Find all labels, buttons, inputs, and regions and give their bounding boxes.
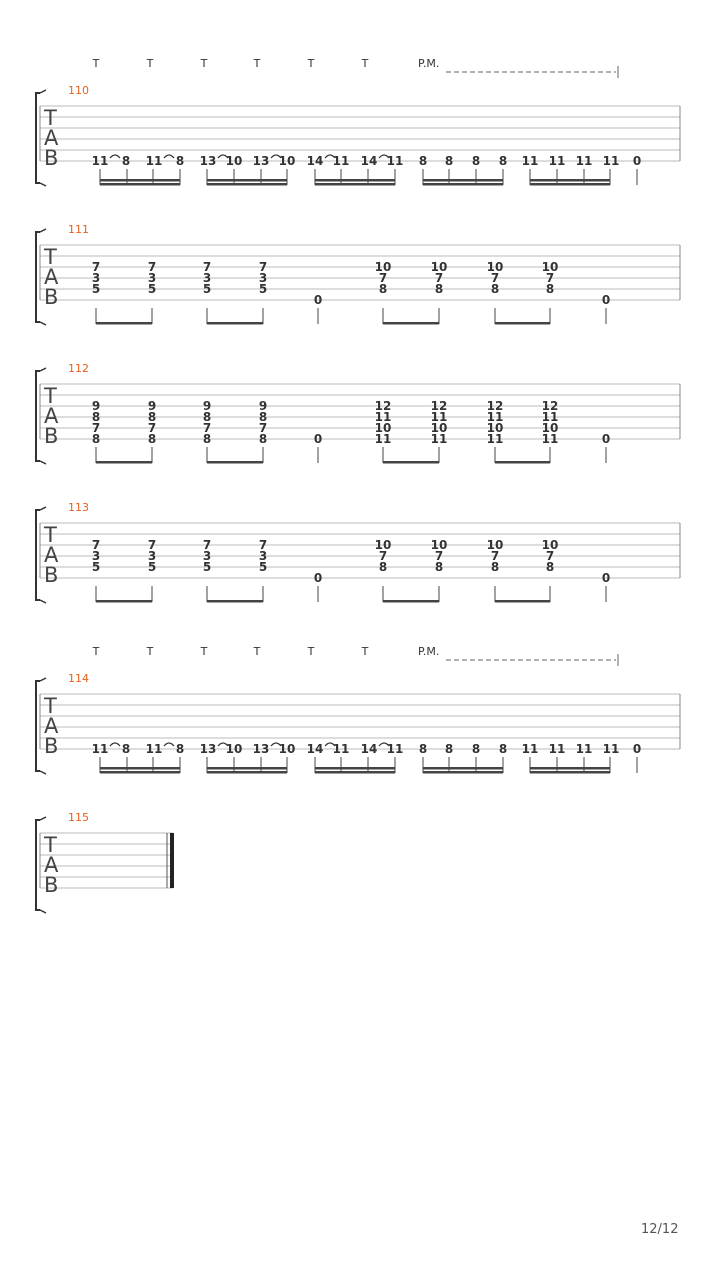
tab-clef-letter: T xyxy=(44,694,57,718)
fret-number: 8 xyxy=(175,742,185,756)
beam xyxy=(423,771,503,774)
fret-number: 7 xyxy=(490,549,500,563)
beam xyxy=(315,183,395,186)
fret-number: 0 xyxy=(601,432,611,446)
fret-number: 11 xyxy=(548,154,566,168)
fret-number: 10 xyxy=(430,538,448,552)
fret-number: 3 xyxy=(91,271,101,285)
fret-number: 8 xyxy=(147,432,157,446)
fret-number: 14 xyxy=(360,154,378,168)
fret-number: 7 xyxy=(378,271,388,285)
bracket-hook xyxy=(40,910,46,913)
fret-number: 8 xyxy=(545,560,555,574)
fret-number: 14 xyxy=(360,742,378,756)
fret-number: 11 xyxy=(541,432,559,446)
fret-number: 8 xyxy=(444,154,454,168)
fret-number: 7 xyxy=(545,271,555,285)
fret-number: 3 xyxy=(202,271,212,285)
fret-number: 0 xyxy=(632,742,642,756)
beam xyxy=(100,767,180,770)
bracket-hook xyxy=(40,461,46,464)
fret-number: 11 xyxy=(430,432,448,446)
fret-number: 12 xyxy=(374,399,392,413)
fret-number: 11 xyxy=(548,742,566,756)
fret-number: 7 xyxy=(258,421,268,435)
fret-number: 7 xyxy=(91,538,101,552)
fret-number: 7 xyxy=(147,260,157,274)
tap-marker: T xyxy=(92,645,100,658)
fret-number: 0 xyxy=(632,154,642,168)
measure-number: 113 xyxy=(68,501,89,514)
fret-number: 8 xyxy=(444,742,454,756)
fret-number: 0 xyxy=(313,571,323,585)
tab-clef-letter: T xyxy=(44,384,57,408)
beam xyxy=(100,771,180,774)
bracket-hook xyxy=(40,678,46,681)
fret-number: 7 xyxy=(147,421,157,435)
fret-number: 11 xyxy=(374,410,392,424)
fret-number: 14 xyxy=(306,154,324,168)
fret-number: 0 xyxy=(601,293,611,307)
bracket-hook xyxy=(40,322,46,325)
fret-number: 8 xyxy=(490,560,500,574)
fret-number: 8 xyxy=(175,154,185,168)
hammer-slur xyxy=(164,155,174,158)
fret-number: 9 xyxy=(91,399,101,413)
beam xyxy=(495,600,550,603)
fret-number: 7 xyxy=(434,271,444,285)
beam xyxy=(100,179,180,182)
beam xyxy=(315,179,395,182)
beam xyxy=(495,322,550,325)
fret-number: 5 xyxy=(258,560,268,574)
tab-clef-letter: A xyxy=(44,543,59,567)
tab-system xyxy=(36,223,680,325)
fret-number: 10 xyxy=(430,421,448,435)
measure-number: 110 xyxy=(68,84,89,97)
measure-number: 114 xyxy=(68,672,89,685)
fret-number: 11 xyxy=(386,742,404,756)
fret-number: 7 xyxy=(91,421,101,435)
fret-number: 11 xyxy=(521,154,539,168)
fret-number: 7 xyxy=(202,421,212,435)
fret-number: 7 xyxy=(147,538,157,552)
page-number: 12/12 xyxy=(641,1222,679,1237)
fret-number: 8 xyxy=(258,432,268,446)
fret-number: 8 xyxy=(121,742,131,756)
fret-number: 11 xyxy=(486,410,504,424)
tap-marker: T xyxy=(307,645,315,658)
system-bracket xyxy=(36,510,40,600)
fret-number: 8 xyxy=(378,282,388,296)
tab-clef-letter: B xyxy=(44,146,59,170)
fret-number: 8 xyxy=(258,410,268,424)
beam xyxy=(96,461,152,464)
tab-clef-letter: A xyxy=(44,126,59,150)
palm-mute-label: P.M. xyxy=(418,57,440,70)
beam xyxy=(100,183,180,186)
tap-marker: T xyxy=(361,645,369,658)
beam xyxy=(530,179,610,182)
beam xyxy=(423,179,503,182)
fret-number: 13 xyxy=(252,154,270,168)
fret-number: 9 xyxy=(258,399,268,413)
fret-number: 5 xyxy=(258,282,268,296)
fret-number: 10 xyxy=(374,260,392,274)
tab-system xyxy=(36,362,680,464)
bracket-hook xyxy=(40,507,46,510)
fret-number: 3 xyxy=(258,549,268,563)
beam xyxy=(383,322,439,325)
fret-number: 9 xyxy=(147,399,157,413)
fret-number: 8 xyxy=(202,410,212,424)
beam xyxy=(96,322,152,325)
fret-number: 10 xyxy=(486,421,504,435)
fret-number: 8 xyxy=(471,154,481,168)
fret-number: 8 xyxy=(91,432,101,446)
fret-number: 11 xyxy=(91,742,109,756)
fret-number: 12 xyxy=(486,399,504,413)
fret-number: 11 xyxy=(541,410,559,424)
fret-number: 8 xyxy=(498,154,508,168)
fret-number: 10 xyxy=(225,154,243,168)
fret-number: 10 xyxy=(374,421,392,435)
hammer-slur xyxy=(164,743,174,746)
fret-number: 10 xyxy=(541,538,559,552)
fret-number: 11 xyxy=(430,410,448,424)
fret-number: 14 xyxy=(306,742,324,756)
tab-clef-letter: B xyxy=(44,424,59,448)
beam xyxy=(207,461,263,464)
tap-marker: T xyxy=(92,57,100,70)
fret-number: 10 xyxy=(225,742,243,756)
tap-marker: T xyxy=(253,645,261,658)
fret-number: 11 xyxy=(521,742,539,756)
beam xyxy=(530,183,610,186)
fret-number: 7 xyxy=(378,549,388,563)
bracket-hook xyxy=(40,90,46,93)
fret-number: 3 xyxy=(258,271,268,285)
fret-number: 7 xyxy=(545,549,555,563)
tab-system xyxy=(36,645,680,774)
fret-number: 8 xyxy=(490,282,500,296)
fret-number: 7 xyxy=(434,549,444,563)
tap-marker: T xyxy=(200,645,208,658)
fret-number: 11 xyxy=(575,154,593,168)
tab-clef-letter: T xyxy=(44,106,57,130)
tab-clef-letter: B xyxy=(44,563,59,587)
tab-system xyxy=(36,811,174,913)
bracket-hook xyxy=(40,600,46,603)
tab-clef-letter: B xyxy=(44,873,59,897)
beam xyxy=(315,771,395,774)
fret-number: 0 xyxy=(601,571,611,585)
beam xyxy=(530,771,610,774)
tap-marker: T xyxy=(307,57,315,70)
system-bracket xyxy=(36,820,40,910)
fret-number: 3 xyxy=(91,549,101,563)
fret-number: 10 xyxy=(430,260,448,274)
tab-clef-letter: A xyxy=(44,714,59,738)
fret-number: 10 xyxy=(278,742,296,756)
tab-clef-letter: A xyxy=(44,404,59,428)
system-bracket xyxy=(36,371,40,461)
beam xyxy=(207,179,287,182)
fret-number: 11 xyxy=(374,432,392,446)
fret-number: 10 xyxy=(486,538,504,552)
barline-final-thick xyxy=(170,833,174,888)
fret-number: 13 xyxy=(199,742,217,756)
fret-number: 0 xyxy=(313,293,323,307)
fret-number: 11 xyxy=(91,154,109,168)
fret-number: 11 xyxy=(602,742,620,756)
fret-number: 8 xyxy=(121,154,131,168)
fret-number: 11 xyxy=(602,154,620,168)
fret-number: 8 xyxy=(434,282,444,296)
fret-number: 7 xyxy=(258,538,268,552)
measure-number: 111 xyxy=(68,223,89,236)
fret-number: 7 xyxy=(202,260,212,274)
beam xyxy=(315,767,395,770)
beam xyxy=(423,767,503,770)
measure-number: 115 xyxy=(68,811,89,824)
fret-number: 13 xyxy=(199,154,217,168)
bracket-hook xyxy=(40,229,46,232)
fret-number: 8 xyxy=(418,154,428,168)
fret-number: 7 xyxy=(202,538,212,552)
fret-number: 13 xyxy=(252,742,270,756)
beam xyxy=(207,322,263,325)
measure-number: 112 xyxy=(68,362,89,375)
beam xyxy=(383,600,439,603)
fret-number: 11 xyxy=(145,154,163,168)
fret-number: 8 xyxy=(498,742,508,756)
fret-number: 7 xyxy=(258,260,268,274)
tap-marker: T xyxy=(146,57,154,70)
fret-number: 5 xyxy=(91,282,101,296)
beam xyxy=(207,767,287,770)
fret-number: 10 xyxy=(486,260,504,274)
beam xyxy=(423,183,503,186)
fret-number: 8 xyxy=(545,282,555,296)
fret-number: 5 xyxy=(91,560,101,574)
fret-number: 5 xyxy=(202,282,212,296)
tab-clef-letter: T xyxy=(44,245,57,269)
fret-number: 11 xyxy=(145,742,163,756)
beam xyxy=(383,461,439,464)
fret-number: 9 xyxy=(202,399,212,413)
beam xyxy=(495,461,550,464)
tab-clef-letter: A xyxy=(44,853,59,877)
tab-clef-letter: T xyxy=(44,523,57,547)
fret-number: 8 xyxy=(378,560,388,574)
fret-number: 10 xyxy=(541,421,559,435)
fret-number: 11 xyxy=(332,742,350,756)
system-bracket xyxy=(36,232,40,322)
beam xyxy=(530,767,610,770)
bracket-hook xyxy=(40,771,46,774)
fret-number: 7 xyxy=(91,260,101,274)
tab-clef-letter: A xyxy=(44,265,59,289)
fret-number: 10 xyxy=(278,154,296,168)
tap-marker: T xyxy=(146,645,154,658)
tab-clef-letter: B xyxy=(44,734,59,758)
bracket-hook xyxy=(40,368,46,371)
fret-number: 8 xyxy=(202,432,212,446)
fret-number: 3 xyxy=(147,549,157,563)
tab-clef-letter: T xyxy=(44,833,57,857)
fret-number: 8 xyxy=(418,742,428,756)
palm-mute-label: P.M. xyxy=(418,645,440,658)
fret-number: 8 xyxy=(434,560,444,574)
fret-number: 3 xyxy=(147,271,157,285)
fret-number: 12 xyxy=(541,399,559,413)
tab-system xyxy=(36,57,680,186)
tap-marker: T xyxy=(200,57,208,70)
fret-number: 3 xyxy=(202,549,212,563)
fret-number: 11 xyxy=(386,154,404,168)
system-bracket xyxy=(36,93,40,183)
tab-clef-letter: B xyxy=(44,285,59,309)
tap-marker: T xyxy=(253,57,261,70)
fret-number: 5 xyxy=(147,282,157,296)
fret-number: 11 xyxy=(575,742,593,756)
fret-number: 0 xyxy=(313,432,323,446)
beam xyxy=(207,183,287,186)
fret-number: 11 xyxy=(332,154,350,168)
fret-number: 11 xyxy=(486,432,504,446)
system-bracket xyxy=(36,681,40,771)
fret-number: 8 xyxy=(471,742,481,756)
beam xyxy=(96,600,152,603)
fret-number: 5 xyxy=(202,560,212,574)
fret-number: 8 xyxy=(91,410,101,424)
fret-number: 10 xyxy=(374,538,392,552)
tap-marker: T xyxy=(361,57,369,70)
fret-number: 8 xyxy=(147,410,157,424)
fret-number: 10 xyxy=(541,260,559,274)
hammer-slur xyxy=(110,155,120,158)
fret-number: 7 xyxy=(490,271,500,285)
hammer-slur xyxy=(110,743,120,746)
tab-system xyxy=(36,501,680,603)
bracket-hook xyxy=(40,183,46,186)
beam xyxy=(207,771,287,774)
bracket-hook xyxy=(40,817,46,820)
fret-number: 5 xyxy=(147,560,157,574)
beam xyxy=(207,600,263,603)
fret-number: 12 xyxy=(430,399,448,413)
